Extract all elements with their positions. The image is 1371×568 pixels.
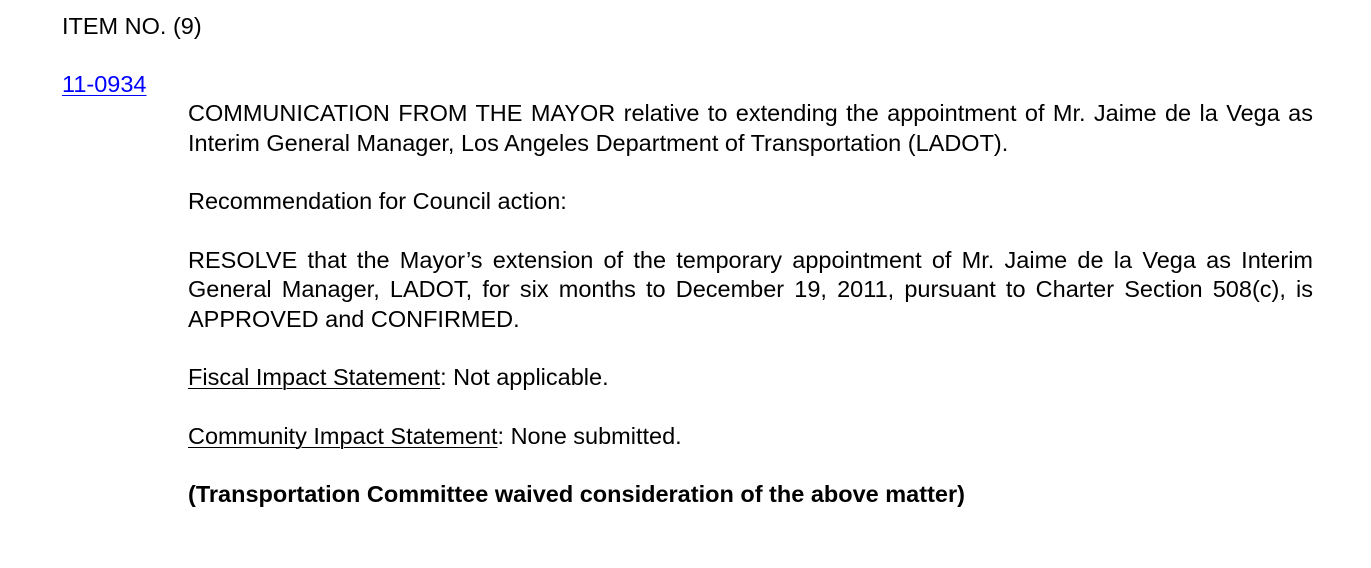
community-impact-value: : None submitted.	[497, 422, 682, 449]
committee-note: (Transportation Committee waived consideration of the above matter)	[188, 481, 965, 507]
fiscal-impact-value: : Not applicable.	[440, 364, 609, 390]
community-impact-statement	[188, 422, 1313, 452]
council-file-link[interactable]: 11-0934	[62, 71, 147, 97]
recommendation-heading: Recommendation for Council action:	[188, 188, 567, 214]
fiscal-impact-label: Fiscal Impact Statement	[188, 364, 441, 390]
item-number-heading: ITEM NO. (9)	[62, 13, 202, 39]
resolution-paragraph: RESOLVE that the Mayor’s extension of the temporary appointment of Mr. Jaime de la Vega as Interim General Manager, LADOT, for six months to December 19, 2011, pursuant to Charter Section 508(c), is APPROVED and CONFIRMED.	[188, 246, 1313, 332]
item-body	[188, 99, 1313, 539]
communication-paragraph: COMMUNICATION FROM THE MAYOR relative to extending the appointment of Mr. Jaime de la Vega as Interim General Manager, Los Angeles Department of Transportation (LADOT).	[188, 100, 1313, 156]
community-impact-label: Community Impact Statement	[188, 422, 498, 449]
fiscal-impact-statement	[188, 363, 1313, 393]
